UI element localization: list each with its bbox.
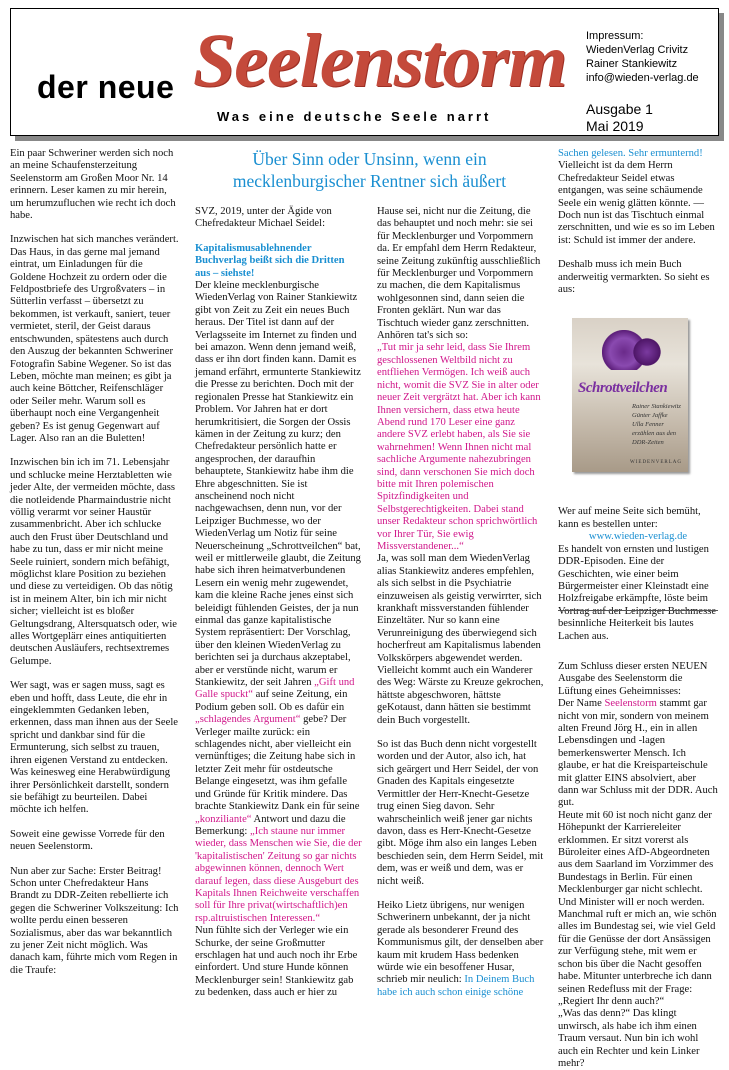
quote: Sachen gelesen. Sehr ermunternd! — [558, 148, 703, 159]
paragraph: Soweit eine gewisse Vorrede für den neuen Seelenstorm. — [10, 828, 165, 853]
book-author: Rainer Stankiewitz — [632, 403, 681, 410]
book-subtitle: DDR-Zeiten — [632, 439, 664, 446]
book-publisher: WIEDENVERLAG — [630, 460, 682, 465]
paragraph: Zum Schluss dieser ersten NEUEN Ausgabe des Seelenstorm die Lüftung eines Geheimnisses: — [558, 660, 708, 697]
book-cover-image — [572, 318, 688, 472]
quote: „Gift und Galle spuckt“ — [195, 677, 355, 701]
text: gebe? Der Verleger mailte zurück: ein schlagendes nicht, aber vielleicht ein vernünftiges; die Zeitung habe sich in letzter Zeit mehr für ostdeutsche Belange eingesetzt, was ihm gefalle und Gründe für Kritik mindere. Das brachte Stankiewitz Dank ein für seine — [195, 714, 360, 813]
paragraph: Nun aber zur Sache: Erster Beitrag! Schon unter Chefredakteur Hans Brandt zu DDR-Zeiten rebellierte ich gegen die Schweriner Volkszeitung: Ich wollte perdu einen besseren Sozialismus, aber das war bekanntlich zu jener Zeit nicht möglich. Was danach kam, führte mich vom Regen in die Traufe: — [10, 865, 179, 976]
quote: „konziliante“ — [195, 813, 252, 825]
column-4 — [558, 148, 718, 1070]
masthead-prefix: der neue — [37, 69, 175, 105]
quote: „schlagendes Argument“ — [195, 714, 301, 726]
paragraph: So ist das Buch denn nicht vorgestellt worden und der Autor, also ich, hat sich geärgert und Herr Seidel, der von Gnaden des Kapitals eingesetzte Vermittler der Herr-Knecht-Gesetze trug einen Sieg davon. Sehr wahrscheinlich weiß jener gar nichts davon, dass es Herr-Knecht-Gesetze gibt. Möge ihm also ein langes Leben beschieden sein, dem Herrn Seidel, mit dem, was er weiß und dem, was er nicht weiß. — [377, 739, 544, 887]
highlighted-name: Seelenstorm — [604, 698, 657, 710]
text: Heiko Lietz übrigens, nur wenigen Schwerinern unbekannt, der ja nicht gerade als besonderer Freund des Kommunismus gilt, der denselben aber kaum mit krudem Hass bedenken würde wie ein besoffener Husar, schrieb mir neulich: — [377, 899, 544, 986]
paragraph: Ein paar Schweriner werden sich noch an meine Schaufensterzeitung Seelenstorm am Großen Moor Nr. 14 erinnern. Leser kamen zu mir herein, um herumzufluchen wie recht ich doch habe. — [10, 148, 176, 222]
impressum-email[interactable]: info@wieden-verlag.de — [586, 72, 699, 84]
paragraph: Inzwischen bin ich im 71. Lebensjahr und schlucke meine Herztabletten wie jeder Alte, der vermeiden möchte, dass die notleidende Pharmaindustrie nicht völlig verarmt vor seiner Haustür zusammenbricht. Aber ich schlucke auch den Frust über Deutschland und habe zu tun, dass er mir nicht meine Seele ruiniert, sondern mich befähigt, möglichst klare Position zu beziehen und diese zu verteidigen. Ob das nötig ist in meinem Alter, bin ich mir nicht sicher; vielleicht ist es bloßer Geltungsdrang, Altersquatsch oder, wie alles Wortgeplärr eines antiquitierten deutschen Ausläufers, rechtsextremes Gelumpe. — [10, 457, 177, 667]
impressum-line: WiedenVerlag Crivitz — [586, 44, 689, 56]
column-3 — [377, 206, 544, 999]
masthead-logo: Seelenstorm — [193, 19, 567, 103]
book-subtitle: erzählen aus den — [632, 430, 677, 437]
paragraph: Wer auf meine Seite sich bemüht, kann es bestellen unter: — [558, 506, 701, 530]
violet-flower-icon — [632, 338, 662, 366]
paragraph: Heute mit 60 ist noch nicht ganz der Höhepunkt der Karriereleiter erklommen. Er sitzt vorerst als Büroleiter eines AfD-Abgeordneten aus dem Saarland im Vorzimmer des Bundestags in Berlin. Für einen Mecklenburger gar nicht schlecht. Und Minister will er noch werden. Manchmal ruft er mich an, wie schön alles im Bundestag sei, wie viel Geld für die Genüsse der dort Ansässigen zur Verfügung stehe, mit wem er schon bis über die Nacht gesoffen habe. Mitunter unterbreche ich dann seinen Redefluss mit der Frage: „Regiert Ihr denn auch?“ — [558, 809, 717, 1007]
book-title: Schrottveilchen — [578, 380, 668, 396]
text: Der kleine mecklenburgische WiedenVerlag von Rainer Stankiewitz gibt von Zeit zu Zeit ein neues Buch heraus. Der Titel ist dann auf der Verlagsseite im Internet zu finden und bei amazon. Wenn denn jemand weiß, dass er ihn dort finden kann. Damit es jemand erfährt, ermunterte Stankiewitz die Presse zu berichten. Doch mit der regionalen Presse hat Stankiewitz ein Problem. Vor Jahren hat er dort herumkritisiert, die Sorgen der Ossis kämen in der Zeitung zu kurz; den Chefredakteur persönlich hatte er angesprochen, der daraufhin behauptete, Stankiewitz habe ihm die Ehre abgeschnitten. Sie ist anscheinend noch nicht nachgewachsen, denn nun, vor der Leipziger Buchmesse, wo der WiedenVerlag um Notiz für seine Neuerscheinung „Schrottveilchen“ bat, weil er mittlerweile glaubt, die Zeitung habe sich ihren heimatverbundenen Lesern ein wenig mehr zugewendet, kam die kleine Rache jenes einst sich beleidigt fühlenden Geistes, der ja nun einmal das ganze kapitalistische System repräsentiert: Der Vorschlag, über den kleinen WiedenVerlag zu berichten sei ja durchaus akzeptabel, aber er verstünde nicht, warum er Stankiewitz, der seit Jahren — [195, 280, 361, 689]
paragraph: Ja, was soll man dem WiedenVerlag alias Stankiewitz anderes empfehlen, als sich selbst in die Psychiatrie einzuweisen als geistig verwirrter, sich krankhaft missverstanden fühlender Einzeltäter. Nur so kann eine Verunreinigung des überwiegend sich hocherfreut am Kapitalismus labenden Volkskörpers abgewendet werden. Vielleicht kommt auch ein Wanderer des Weg: Wärste zu Kreuze gekrochen, hättste abgeschworen, hättste geKotaust, dann hätten sie bestimmt dein Buch vorgestellt. — [377, 553, 544, 726]
website-link[interactable]: www.wieden-verlag.de — [588, 531, 688, 543]
quote-block: „Tut mir ja sehr leid, dass Sie Ihrem geschlossenen Weltbild nicht zu entfliehen Vermögen. Ich weiß auch nicht, womit die SVZ Sie in alter oder neuer Zeit vergrätzt hat. Aber ich kann Ihnen versichern, dass etwa heute Abend rund 170 Leser eine ganz andere SVZ erlebt haben, als Sie sie wahrnehmen! Wenn Ihnen nicht mal sachliche Argumente nahezubringen sind, dann verschonen Sie mich doch bitte mit Ihren polemischen Spitzfindigkeiten und Selbstgerechtigkeiten. Dabei stand unser Redakteur schon sprichwörtlich vor Ihrer Tür, Sie ewig Missverstandener...“ — [377, 342, 541, 552]
paragraph: Nun fühlte sich der Verleger wie ein Schurke, der seine Großmutter erschlagen hat und auch noch ihr Erbe einfordert. Und sture Hunde können Mecklenburger sein! Stankiewitz gab zu bedenken, dass auch er hier zu — [195, 925, 358, 999]
paragraph: Inzwischen hat sich manches verändert. Das Haus, in das gerne mal jemand eintrat, um Einladungen für die Goldene Hochzeit zu ordern oder die Feldpostbriefe des Urgroßvaters – in Sütterlin verfasst – übersetzt zu bekommen, ist verkauft, saniert, teuer vermietet, steril, der Geist daraus entschwunden, spätestens auch durch den Auszug der bekannten Schweriner Fotografin Sabine Wegener. So ist das Leben, möchte man meinen; es gibt ja auch keine Böttcher, Reifenschläger oder Seiler mehr. Warum soll es überhaupt noch eine Vergangenheit geben? Es ist genug Gegenwart auf Lager. Also ran an die Buletten! — [10, 234, 179, 444]
masthead — [10, 8, 719, 136]
issue-info — [586, 101, 653, 135]
book-author: Günter Jaffke — [632, 412, 668, 419]
column-1 — [10, 148, 180, 989]
paragraph: „Was das denn?“ Das klingt unwirsch, als habe ich ihm einen Traum versaut. Nun bin ich wohl auch ein Rechter und kein Linker mehr? — [558, 1008, 700, 1069]
paragraph: Vielleicht ist da dem Herrn Chefredakteur Seidel etwas entgangen, was seine schäumende Seele ein wenig glätten könnte. — Doch nun ist das Tischtuch einmal zerschnitten, und wie es so im Leben ist: Schuld ist immer der andere. — [558, 160, 715, 246]
issue-date: Mai 2019 — [586, 118, 644, 134]
impressum-line: Impressum: — [586, 30, 644, 42]
intro-paragraph: SVZ, 2019, unter der Ägide von Chefredakteur Michael Seidel: — [195, 206, 332, 230]
column-2 — [195, 206, 362, 1000]
text: Antwort und dazu die Bemerkung: — [195, 813, 346, 837]
divider — [558, 610, 718, 611]
paragraph: Hause sei, nicht nur die Zeitung, die das behauptet und noch mehr: sie sei für Mecklenburger und Vorpommern da. Er empfahl dem Herrn Redakteur, seine Zeitung zukünftig ausschließlich für Mecklenburger und Vorpommern zu machen, die dem Kapitalismus wohlgesonnen sind, dann seien die Fronten geklärt. Nun war das Tischtuch wieder ganz zerschnitten. Anhören tat's sich so: — [377, 206, 541, 342]
paragraph — [558, 698, 718, 810]
masthead-tagline: Was eine deutsche Seele narrt — [217, 109, 492, 124]
text: auf seine Zeitung, ein Podium geben soll. Ob es dafür ein — [195, 689, 348, 713]
quote: „Ich staune nur immer wieder, dass Menschen wie Sie, die der 'kapitalistischen' Zeitung so gar nichts abgewinnen können, dennoch Wert darauf legen, dass diese Ausgeburt des Kapitals Ihnen Reichweite verschaffen soll für Ihre privat(wirtschaftlich)en rsp.altruistischen Interessen.“ — [195, 825, 362, 924]
article-headline: Über Sinn oder Unsinn, wenn ein mecklenburgischer Rentner sich äußert — [232, 149, 507, 191]
paragraph: Wer sagt, was er sagen muss, sagt es eben und hofft, dass Leute, die ehr in eingeklemmten Gedanken leben, erkennen, dass man ihnen aus der Seele spricht und dankbar sind für die Ermunterung, sich selbst zu trauen, ihren eigenen Verstand zu entdecken. Was keinesweg eine Herabwürdigung ihrer Persönlichkeit darstellt, sondern sie befähigt zu beurteilen. Dabei möchte ich helfen. — [10, 680, 178, 816]
paragraph — [377, 900, 544, 999]
quote: In Deinem Buch habe ich auch schon einige schöne — [377, 974, 535, 998]
text: Der Name — [558, 698, 605, 710]
impressum — [586, 29, 699, 85]
text: stammt gar nicht von mir, sondern von meinem alten Freund Jörg H., ein in allen Lebensdingen und -lagen bemerkenswerter Mensch. Ich glaube, er hat die Kreisparteischule mit glatter EINS absolviert, aber dann war Schluss mit der DDR. Auch gut. — [558, 698, 718, 809]
paragraph: Es handelt von ernsten und lustigen DDR-Episoden. Eine der Geschichten, wie einer beim Bürgermeister einer Kleinstadt eine Holzfreigabe erkämpfte, löste beim Vortrag auf der Leipziger Buchmesse besinnliche Heiterkeit bis lautes Lachen aus. — [558, 543, 717, 642]
impressum-line: Rainer Stankiewitz — [586, 58, 678, 70]
book-authors — [632, 402, 681, 447]
subheadline: Kapitalismusablehnender Buchverlag beißt sich die Dritten aus – siehste! — [195, 242, 345, 279]
issue-number: Ausgabe 1 — [586, 101, 653, 117]
book-author: Ulla Fenner — [632, 421, 664, 428]
article-body — [195, 280, 362, 925]
paragraph: Deshalb muss ich mein Buch anderweitig vermarkten. So sieht es aus: — [558, 259, 710, 296]
